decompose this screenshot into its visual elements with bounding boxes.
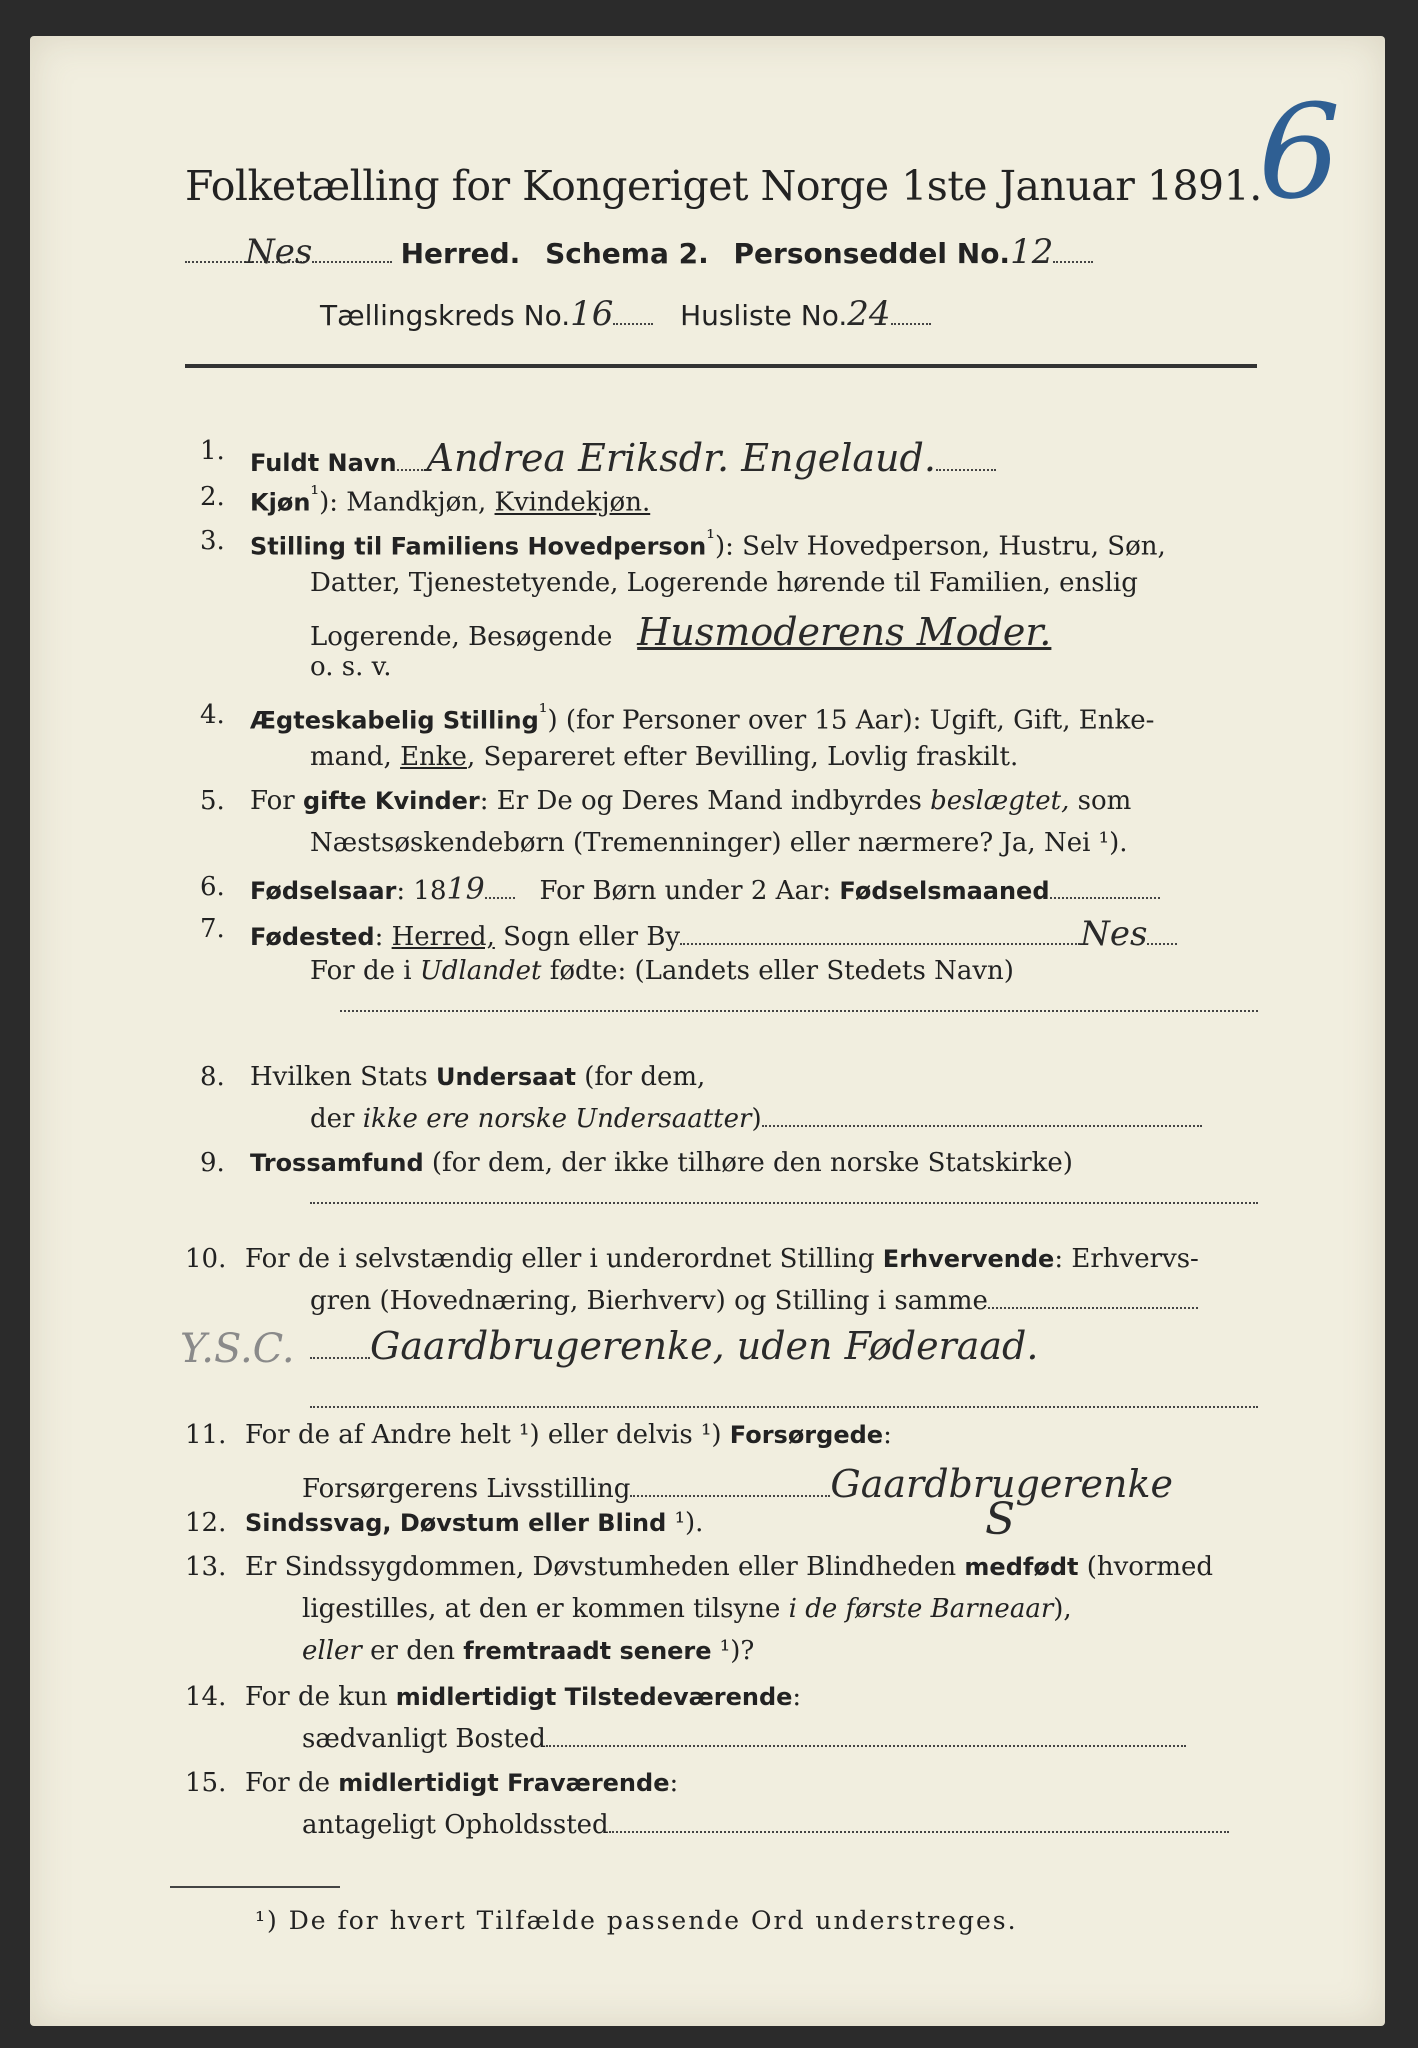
- q11-line1: [245, 1420, 892, 1450]
- q8-line1: [250, 1062, 705, 1092]
- q4-line2: [310, 742, 1018, 772]
- q15-line2: [302, 1810, 1229, 1840]
- q13-line1: [245, 1552, 1213, 1582]
- q6-number: 6.: [200, 872, 225, 902]
- q2-text: ): Mandkjøn,: [319, 487, 495, 518]
- q8-line2i: ikke ere norske Undersaatter: [362, 1104, 752, 1134]
- q1-value: Andrea Eriksdr. Engelaud.: [426, 436, 936, 480]
- q2-sup: ¹: [310, 482, 320, 507]
- q5-label: gifte Kvinder: [302, 787, 480, 815]
- q2-label: Kjøn: [250, 488, 311, 517]
- q12-label: Sindssvag, Døvstum eller Blind: [245, 1509, 667, 1537]
- q6-mid: For Børn under 2 Aar:: [539, 876, 840, 906]
- q13-line1-text: Er Sindssygdommen, Døvstumheden eller Blindheden: [245, 1552, 965, 1582]
- q2-underlined: Kvindekjøn.: [494, 487, 651, 518]
- q10-line3: [310, 1324, 1038, 1368]
- q7-line2i: Udlandet: [419, 956, 542, 986]
- q6-label2: Fødselsmaaned: [839, 877, 1050, 905]
- q8-line2a: der: [310, 1104, 363, 1134]
- footnote-rule: [170, 1886, 340, 1888]
- q7-text: :: [374, 922, 392, 952]
- q3-line4: o. s. v.: [310, 652, 392, 682]
- q3-line1: [250, 526, 1166, 562]
- q11-line2: [302, 1462, 1173, 1506]
- q4-line1-text: ) (for Personer over 15 Aar): Ugift, Gift, Enke-: [547, 705, 1155, 736]
- personseddel-value: 12: [1010, 232, 1054, 272]
- schema-label: Schema 2.: [545, 237, 709, 270]
- q15-line2-text: antageligt Opholdssted: [302, 1810, 609, 1840]
- husliste-value: 24: [847, 294, 891, 334]
- q6-row: [250, 872, 1160, 907]
- q8-line2: [310, 1104, 1202, 1134]
- q13-line3i: eller: [302, 1636, 362, 1666]
- tellingskreds-label: Tællingskreds No.: [320, 299, 571, 332]
- q3-line3-text: Logerende, Besøgende: [310, 622, 613, 652]
- q13-line3b: ¹)?: [711, 1636, 755, 1666]
- q3-label: Stilling til Familiens Hovedperson: [250, 532, 707, 561]
- q10-line2: [310, 1286, 1198, 1316]
- q5-italic: beslægtet,: [930, 786, 1070, 816]
- q12-value: S: [985, 1494, 1016, 1545]
- q9-label: Trossamfund: [250, 1149, 424, 1177]
- q13-line2b: ),: [1053, 1594, 1072, 1624]
- q5-line1: [250, 786, 1131, 816]
- q1-row: [250, 436, 996, 480]
- q6-label: Fødselsaar: [250, 877, 397, 905]
- q10-number: 10.: [185, 1244, 227, 1274]
- q7-line2a: For de i: [310, 956, 420, 986]
- q5-line1-text: : Er De og Deres Mand indbyrdes: [479, 786, 931, 816]
- q1-label: Fuldt Navn: [250, 449, 397, 477]
- q13-line3-text: er den: [361, 1636, 464, 1666]
- q4-underlined: Enke: [400, 742, 467, 772]
- q13-line2a: ligestilles, at den er kommen tilsyne: [302, 1594, 789, 1624]
- q9-blank-line: [310, 1202, 1258, 1204]
- q5-line2: Næstsøskendebørn (Tremenninger) eller nærmere? Ja, Nei ¹).: [310, 828, 1128, 858]
- q10-line1b: : Erhvervs-: [1054, 1244, 1199, 1274]
- q3-line3: [310, 610, 1051, 654]
- q13-line3: [302, 1636, 754, 1666]
- q13-line1b: (hvormed: [1078, 1552, 1214, 1582]
- q7-blank-line: [340, 1010, 1258, 1012]
- census-form: [30, 36, 1385, 2026]
- personseddel-label: Personseddel No.: [733, 237, 1011, 270]
- q4-line2a: mand,: [310, 742, 401, 772]
- q15-line1-text: For de: [245, 1768, 339, 1798]
- q10-margin-note: Y.S.C.: [180, 1326, 295, 1372]
- q13-number: 13.: [185, 1552, 227, 1582]
- q3-line2: Datter, Tjenestetyende, Logerende hørende til Familien, enslig: [310, 568, 1138, 598]
- q11-label: Forsørgede: [729, 1421, 884, 1449]
- herred-value: Nes: [245, 232, 313, 272]
- q6-text: : 18: [396, 876, 447, 906]
- q14-label: midlertidigt Tilstedeværende: [395, 1683, 793, 1711]
- footnote: ¹) De for hvert Tilfælde passende Ord understreges.: [255, 1906, 1018, 1935]
- q4-label: Ægteskabelig Stilling: [250, 706, 539, 735]
- q10-blank-line: [310, 1406, 1258, 1408]
- q15-label: midlertidigt Fraværende: [338, 1769, 670, 1797]
- husliste-label: Husliste No.: [680, 299, 848, 332]
- q12-number: 12.: [185, 1508, 227, 1538]
- q15-line1b: :: [669, 1768, 679, 1798]
- q13-line2: [302, 1594, 1072, 1624]
- q8-line2b: ): [751, 1104, 762, 1134]
- q5-text1: For: [250, 786, 303, 816]
- q14-line1: [245, 1682, 801, 1712]
- q14-number: 14.: [185, 1682, 227, 1712]
- q3-line1-text: ): Selv Hovedperson, Hustru, Søn,: [714, 531, 1166, 562]
- q12-tail: ¹).: [666, 1508, 704, 1538]
- q8-line1-text: (for dem,: [575, 1062, 706, 1092]
- q11-value: Gaardbrugerenke: [830, 1462, 1173, 1506]
- q10-line1-text: For de i selvstændig eller i underordnet Stilling: [245, 1244, 883, 1274]
- q11-line1b: :: [883, 1420, 892, 1450]
- q7-line2b: fødte: (Landets eller Stedets Navn): [541, 956, 1014, 986]
- q5-line1b: som: [1069, 786, 1132, 816]
- q7-number: 7.: [200, 914, 225, 944]
- q7-value: Nes: [1080, 914, 1148, 954]
- q3-sup: ¹: [706, 526, 715, 551]
- q5-number: 5.: [200, 786, 225, 816]
- q14-line1-text: For de kun: [245, 1682, 396, 1712]
- q8-label: Undersaat: [435, 1063, 576, 1091]
- q9-row: [250, 1148, 1073, 1178]
- q1-number: 1.: [200, 436, 225, 466]
- header-line-1: [185, 232, 1093, 272]
- q14-line1b: :: [792, 1682, 802, 1712]
- q10-line1: [245, 1244, 1199, 1274]
- q11-line2-text: Forsørgerens Livsstilling: [302, 1474, 631, 1504]
- q15-line1: [245, 1768, 678, 1798]
- corner-mark: 6: [1258, 76, 1341, 228]
- q2-number: 2.: [200, 482, 225, 512]
- q7-line1: [250, 914, 1177, 954]
- q12-row: [245, 1508, 703, 1538]
- tellingskreds-value: 16: [570, 294, 614, 334]
- q3-value: Husmoderens Moder.: [637, 610, 1052, 654]
- q11-line1-text: For de af Andre helt ¹) eller delvis ¹): [245, 1420, 730, 1450]
- q13-line2i: i de første Barneaar: [788, 1594, 1054, 1624]
- q10-label: Erhvervende: [882, 1245, 1055, 1273]
- herred-label: Herred.: [400, 237, 521, 270]
- q7-rest: Sogn eller By: [494, 922, 681, 952]
- q3-number: 3.: [200, 526, 225, 556]
- q4-line2b: , Separeret efter Bevilling, Lovlig fraskilt.: [466, 742, 1019, 772]
- form-title: Folketælling for Kongeriget Norge 1ste Januar 1891.: [185, 162, 1262, 210]
- header-line-2: [320, 294, 931, 334]
- q7-line2: [310, 956, 1014, 986]
- q9-number: 9.: [200, 1148, 225, 1178]
- q9-line1-text: (for dem, der ikke tilhøre den norske Statskirke): [423, 1148, 1073, 1178]
- q10-value: Gaardbrugerenke, uden Føderaad.: [370, 1324, 1039, 1368]
- header-rule: [185, 364, 1257, 368]
- q13-label: medfødt: [964, 1553, 1079, 1581]
- q15-number: 15.: [185, 1768, 227, 1798]
- q7-underlined: Herred,: [391, 922, 495, 952]
- q4-number: 4.: [200, 700, 225, 730]
- q4-sup: ¹: [538, 700, 548, 725]
- q10-line2-text: gren (Hovednæring, Bierhverv) og Stilling i samme: [310, 1286, 988, 1316]
- q6-value: 19: [446, 872, 485, 907]
- q2-row: [250, 482, 650, 518]
- q13-label2: fremtraadt senere: [463, 1637, 712, 1665]
- q8-text1: Hvilken Stats: [250, 1062, 436, 1092]
- q4-line1: [250, 700, 1154, 736]
- q14-line2-text: sædvanligt Bosted: [302, 1724, 546, 1754]
- q7-label: Fødested: [250, 923, 375, 951]
- q8-number: 8.: [200, 1062, 225, 1092]
- q11-number: 11.: [185, 1420, 227, 1450]
- q14-line2: [302, 1724, 1186, 1754]
